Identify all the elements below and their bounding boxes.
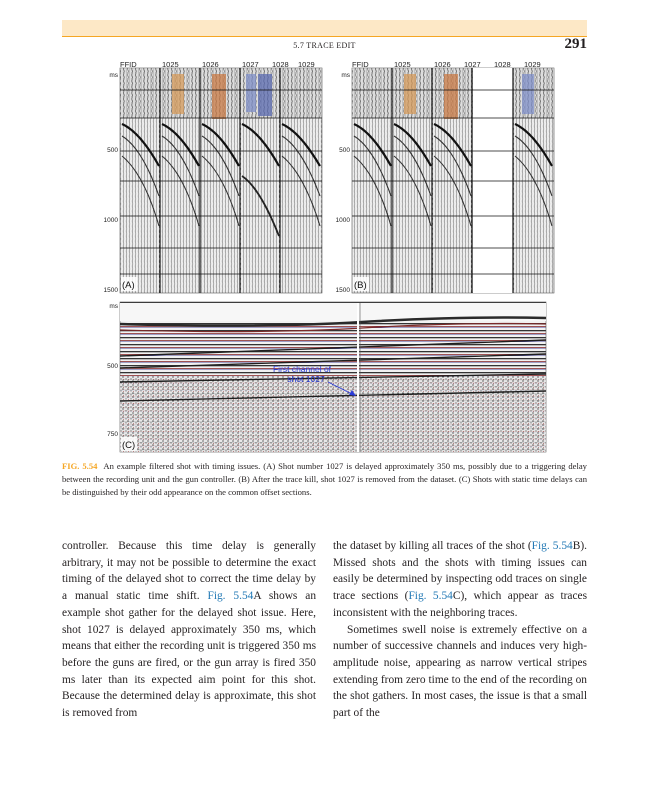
panel-a-shot-label: 1027 [242,60,259,69]
paragraph-text: A shows an example shot gather for the delayed shot issue. Here, shot 1027 is delayed approximately 350 ms, which means that either the recording unit is triggered 350 ms before the guns are fired, or the gun array is fired 350 ms later than its expected aim point for this shot. Because the determined delay is approximate, this shot is removed from [62,590,317,720]
panel-b-shot-label: 1028 [494,60,511,69]
panel-a-tick-1500: 1500 [103,287,118,294]
panel-a-label: (A) [122,280,135,291]
panel-b-tick-500: 500 [339,147,350,154]
paragraph-text: the dataset by killing all traces of the shot ( [333,540,532,552]
panel-a-tick-1000: 1000 [103,217,118,224]
paragraph [333,538,587,622]
figure-label: FIG. 5.54 [62,461,98,471]
figure-caption [62,460,587,499]
panel-c-label: (C) [122,440,136,451]
caption-text: An example filtered shot with timing issues. (A) Shot number 1027 is delayed approximately 350 ms, possibly due to a triggering delay between the recording unit and the gun controller. (B) After the trace kill, shot 1027 is removed from the dataset. (C) Shots with static time delays can be distinguished by their odd appearance on the common offset sections. [62,461,587,497]
panel-b [336,60,554,294]
panel-a-ffid-label: FFID [120,60,137,69]
panel-a [104,60,322,294]
figure-reference-link[interactable]: Fig. 5.54 [531,540,573,552]
panel-a-tick-500: 500 [107,147,118,154]
panel-c [107,302,546,452]
paragraph: Sometimes swell noise is extremely effective on a number of successive channels and induces very high-amplitude noise, appearing as narrow vertical stripes extending from zero time to the end of the recording on the shot gathers. In most cases, the issue is that a small part of the [333,623,587,720]
page-number: 291 [564,36,587,52]
panel-b-tick-1500: 1500 [335,287,350,294]
panel-b-tick-1000: 1000 [335,217,350,224]
panel-b-ffid-label: FFID [352,60,369,69]
running-header [62,36,587,55]
panel-b-unit: ms [341,72,350,79]
panel-c-annotation-line1: First channel of [272,364,332,374]
panel-b-shot-label: 1025 [394,60,411,69]
panel-b-shot-label: 1026 [434,60,451,69]
paragraph-text: controller. Because this time delay is generally arbitrary, it may not be possible to determine the exact timing of the delayed shot to correct the time delay by a manual static time shift. [62,540,316,603]
panel-c-unit: ms [109,303,118,310]
paragraph-text: B). Missed shots and the shots with timing issues can easily be determined by inspecting odd traces on single trace sections ( [333,540,587,603]
panel-a-shot-label: 1026 [202,60,219,69]
text-column-left [62,538,316,722]
panel-a-shot-label: 1029 [298,60,315,69]
figure-reference-link[interactable]: Fig. 5.54 [207,590,254,603]
panel-c-tick-500: 500 [107,363,118,370]
panel-a-shot-label: 1028 [272,60,289,69]
figure-reference-link[interactable]: Fig. 5.54 [408,590,453,603]
panel-a-unit: ms [109,72,118,79]
panel-c-annotation-line2: shot 1027 [287,374,325,384]
panel-a-shot-label: 1025 [162,60,179,69]
panel-b-label: (B) [354,280,367,291]
panel-b-shot-label: 1029 [524,60,541,69]
seismic-figure [62,56,587,456]
paragraph-text: C), which appear as traces inconsistent with the neighboring traces. [333,590,587,619]
section-title: 5.7 TRACE EDIT [293,41,356,50]
panel-b-shot-label: 1027 [464,60,481,69]
panel-c-tick-750: 750 [107,431,118,438]
header-band [62,20,587,36]
text-column-right [333,538,587,722]
paragraph [62,538,316,722]
figure-5-54 [62,56,587,456]
